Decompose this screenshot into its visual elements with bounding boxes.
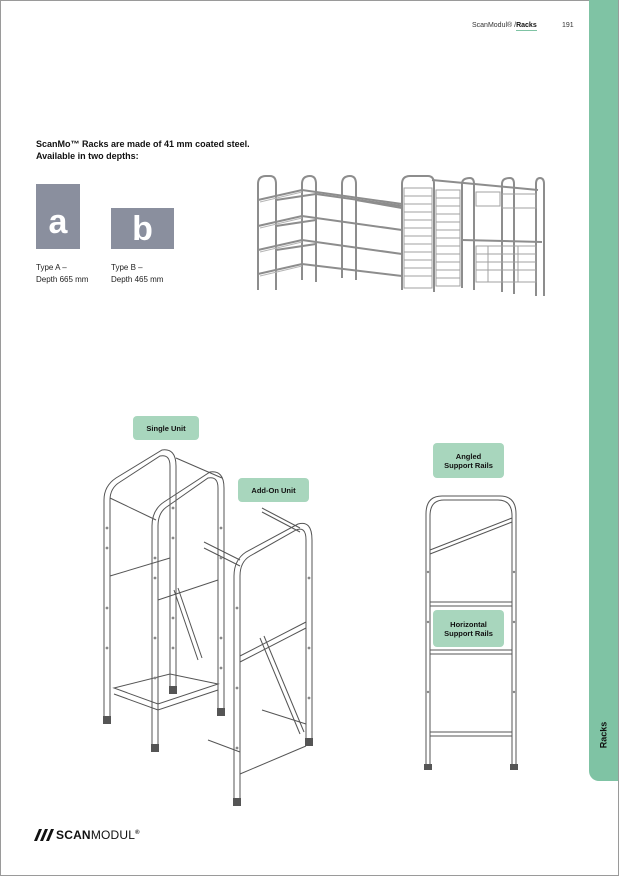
- type-a-box: [36, 184, 80, 249]
- type-b-label: Type B –: [111, 263, 143, 272]
- footer-wordmark-bold: SCAN: [56, 828, 91, 842]
- type-b-depth: Depth 465 mm: [111, 275, 164, 284]
- horizontal-support-rails-callout: [433, 610, 504, 647]
- footer-registered-mark: ®: [135, 830, 140, 836]
- side-tab-label: Racks: [598, 721, 609, 749]
- single-unit-label: Single Unit: [146, 423, 186, 433]
- type-b-letter: b: [132, 210, 153, 248]
- intro-line-1: ScanMo™ Racks are made of 41 mm coated steel.: [36, 139, 250, 149]
- header-brand: ScanModul® /: [472, 22, 517, 29]
- single-unit-callout: [133, 416, 199, 440]
- scanmodul-logo-mark-icon: [34, 829, 54, 841]
- footer-wordmark-light: MODUL: [90, 828, 136, 842]
- angled-callout-line-2: Support Rails: [444, 460, 493, 470]
- single-and-addon-unit-drawing: [100, 448, 315, 808]
- header-section: Racks: [516, 22, 537, 29]
- type-a-caption: [36, 262, 88, 286]
- side-tab-label-wrapper: [589, 715, 618, 755]
- page-number: 191: [562, 22, 574, 29]
- type-b-box: [111, 208, 174, 249]
- rack-assembly-photo: [252, 170, 546, 300]
- intro-text: [36, 138, 250, 162]
- page-header: [472, 22, 574, 29]
- type-b-caption: [111, 262, 163, 286]
- type-a-letter: a: [48, 203, 68, 241]
- type-a-depth: Depth 665 mm: [36, 275, 89, 284]
- footer-logo: [34, 828, 140, 842]
- angled-callout-line-1: Angled: [455, 451, 482, 461]
- add-on-unit-label: Add-On Unit: [251, 485, 296, 495]
- intro-line-2: Available in two depths:: [36, 151, 139, 161]
- angled-support-rails-callout: [433, 443, 504, 478]
- add-on-unit-callout: [238, 478, 309, 502]
- horizontal-callout-line-1: Horizontal: [450, 619, 487, 629]
- type-a-label: Type A –: [36, 263, 67, 272]
- footer-wordmark: [56, 828, 140, 842]
- horizontal-callout-line-2: Support Rails: [444, 628, 493, 638]
- side-tab: [589, 0, 618, 781]
